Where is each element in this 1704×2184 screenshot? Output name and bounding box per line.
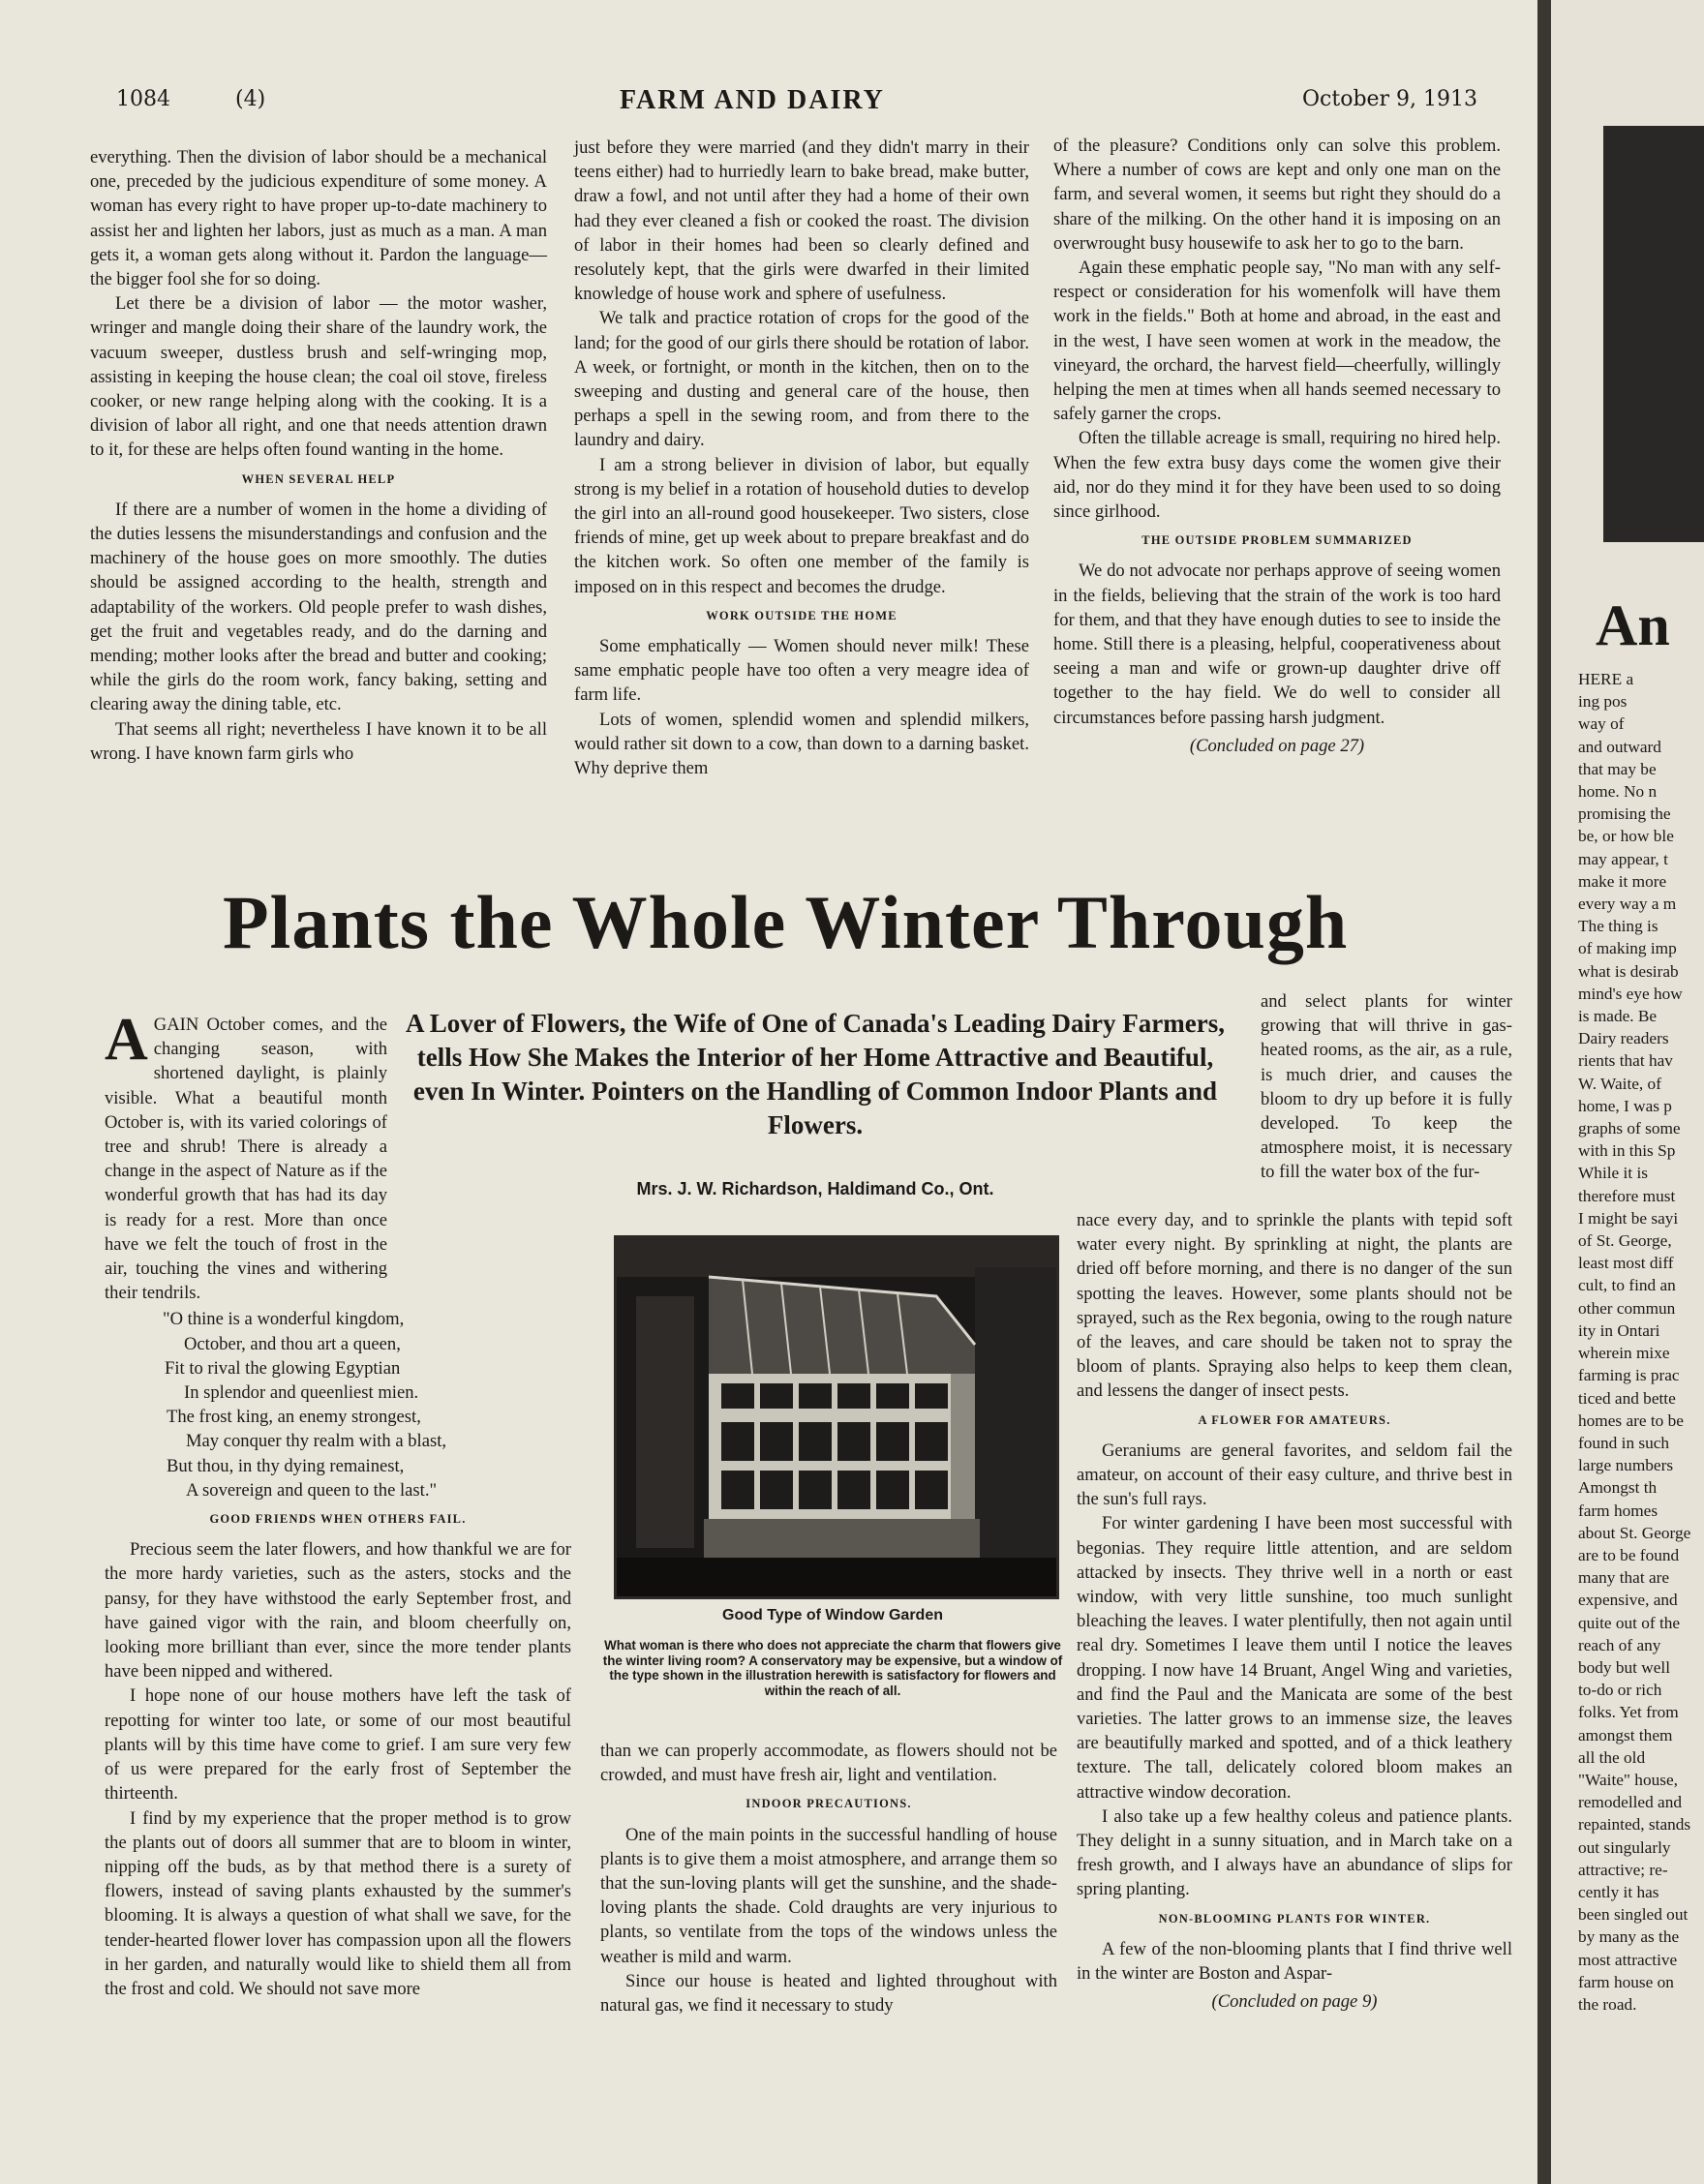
top-article-column-2 — [574, 136, 1029, 780]
window-garden-illustration — [617, 1238, 1056, 1596]
feature-headline: Plants the Whole Winter Through — [223, 880, 1349, 964]
paragraph: Since our house is heated and lighted throughout with natural gas, we find it necessary to study — [600, 1970, 1057, 2017]
adjacent-line: cult, to find an — [1578, 1276, 1676, 1295]
drop-cap: A — [105, 1007, 148, 1073]
paragraph: That seems all right; nevertheless I have known it to be all wrong. I have known farm girls who — [90, 718, 547, 764]
adjacent-line: least most diff — [1578, 1254, 1674, 1273]
adjacent-line: of making imp — [1578, 939, 1677, 958]
adjacent-line: that may be — [1578, 759, 1657, 778]
paragraph: Let there be a division of labor — the motor washer, wringer and mangle doing their share of the laundry work, the vacuum sweeper, dustless brush and self-wringing mop, assisting in keeping the house clean; the coal oil stove, fireless cooker, or new range helping along with the cooking. It is a division of labor all right, and one that needs attention drawn to it, for these are helps often found wanting in the home. — [90, 293, 547, 461]
adjacent-line: homes are to be — [1578, 1410, 1684, 1430]
adjacent-line: farming is prac — [1578, 1366, 1680, 1385]
adjacent-line: farm homes — [1578, 1501, 1658, 1520]
paragraph: A few of the non-blooming plants that I find thrive well in the winter are Boston and Aspar- — [1077, 1938, 1512, 1985]
adjacent-line: Amongst th — [1578, 1478, 1658, 1498]
paragraph: I hope none of our house mothers have left the task of repotting for winter too late, or some of our most beautiful plants will by this time have come to grief. I am sure very few of us were prepared for the early frost of September the thirteenth. — [105, 1685, 571, 1805]
paragraph: For winter gardening I have been most successful with begonias. They require little attention, and are seldom attacked by insects. They thrive well in a north or east window, with very little sunshine, too much sunlight bleaching the leaves. I water plentifully, then not again until real dry. Sometimes I leave them until I notice the leaves dropping. I now have 14 Bruant, Angel Wing and varieties, and find the Paul and the Manicata are some of the best varieties. The latter grows to an immense size, the leaves are beautifully marked and spotted, and of a thick leathery texture. The tall, delicately colored bloom makes an attractive window decoration. — [1077, 1513, 1512, 1803]
top-article-column-3 — [1053, 134, 1501, 758]
feature-column-1 — [105, 1007, 571, 2001]
adjacent-line: attractive; re- — [1578, 1860, 1668, 1879]
issue-date: October 9, 1913 — [1302, 87, 1478, 111]
adjacent-line: with in this Sp — [1578, 1141, 1676, 1161]
adjacent-line: ticed and bette — [1578, 1388, 1676, 1408]
poem-line: Fit to rival the glowing Egyptian — [165, 1357, 401, 1379]
adjacent-line: amongst them — [1578, 1725, 1673, 1744]
paragraph: nace every day, and to sprinkle the plants with tepid soft water every night. By sprinkling at night, the plants are dried off before morning, and there is no danger of the sun spotting the leaves. However, some plants should not be sprayed, such as the Rex begonia, owing to the rough nature of the leaves, and care should be taken not to spray the bloom of plants. Spraying also helps to keep them clean, and lessens the danger of insect pests. — [1077, 1210, 1512, 1402]
paragraph: If there are a number of women in the home a dividing of the duties lessens the misunderstandings and confusion and the machinery of the house goes on more smoothly. The duties should be assigned according to the health, strength and adaptability of the workers. Old people prefer to wash dishes, get the fruit and vegetables ready, and do the darning and mending; mother looks after the bread and butter and cooking; while the girls do the room work, fancy baking, setting and clearing away the dining table, etc. — [90, 499, 547, 715]
lead-paragraph: GAIN October comes, and the changing season, with shortened daylight, is plainly visible. What a beautiful month October is, with its varied colorings of tree and shrub! There is already a change in the aspect of Nature as if the wonderful growth that has had its day is ready for a rest. More than once have we felt the touch of frost in the air, touching the vines and withering their tendrils. — [105, 1015, 387, 1304]
adjacent-line: folks. Yet from — [1578, 1703, 1679, 1722]
adjacent-line: "Waite" house, — [1578, 1770, 1678, 1789]
adjacent-line: be, or how ble — [1578, 827, 1674, 846]
adjacent-line: wherein mixe — [1578, 1344, 1670, 1363]
adjacent-line: way of — [1578, 714, 1625, 734]
paragraph: We talk and practice rotation of crops for the good of the land; for the good of our girls there should be rotation of labor. A week, or fortnight, or month in the kitchen, then on to the sweeping and dusting and general care of the house, then perhaps a spell in the sewing room, and from there to the laundry and dairy. — [574, 308, 1029, 451]
page-gutter — [1537, 0, 1551, 2184]
adjacent-line: promising the — [1578, 804, 1671, 824]
subheading: INDOOR PRECAUTIONS. — [746, 1797, 912, 1811]
adjacent-line: The thing is — [1578, 917, 1658, 936]
poem-line: The frost king, an enemy strongest, — [167, 1407, 421, 1428]
adjacent-line: ity in Ontari — [1578, 1320, 1660, 1340]
adjacent-line: ing pos — [1578, 692, 1628, 712]
adjacent-line: W. Waite, of — [1578, 1074, 1661, 1093]
paragraph: I also take up a few healthy coleus and patience plants. They delight in a sunny situation, and in March take on a fresh growth, and I always have an abundance of slips for spring planting. — [1077, 1805, 1512, 1900]
window-garden-photo — [614, 1235, 1059, 1599]
adjacent-line: home, I was p — [1578, 1096, 1672, 1115]
paragraph: Some emphatically — Women should never milk! These same emphatic people have too often a very meagre idea of farm life. — [574, 636, 1029, 706]
adjacent-line: therefore must — [1578, 1186, 1676, 1205]
adjacent-line: many that are — [1578, 1568, 1670, 1588]
adjacent-line: expensive, and — [1578, 1591, 1678, 1610]
adjacent-line: HERE a — [1578, 670, 1634, 688]
feature-deck: A Lover of Flowers, the Wife of One of Canada's Leading Dairy Farmers, tells How She Makes the Interior of her Home Attractive and Beautiful, even In Winter. Pointers on the Handling of Common Indoor Plants and Flowers. — [406, 1009, 1225, 1139]
paragraph: than we can properly accommodate, as flowers should not be crowded, and must have fresh air, light and ventilation. — [600, 1741, 1057, 1786]
subheading: A FLOWER FOR AMATEURS. — [1198, 1412, 1391, 1427]
adjacent-line: farm house on — [1578, 1972, 1674, 1991]
paragraph: I find by my experience that the proper method is to grow the plants out of doors all summer that are to bloom in winter, nipping off the buds, as by that method there is a surety of flowers, instead of saving plants exhausted by the summer's blooming. It is always a question of what shall we save, for the tender-hearted flower lover has compassion upon all the flowers in her garden, and naturally would like to shield them all from the frost and cold. We should not save more — [105, 1807, 571, 1999]
adjacent-line: most attractive — [1578, 1950, 1678, 1969]
adjacent-line: body but well — [1578, 1657, 1671, 1677]
feature-byline: Mrs. J. W. Richardson, Haldimand Co., Ont. — [636, 1179, 994, 1198]
adjacent-line: other commun — [1578, 1298, 1676, 1318]
continuation-note: (Concluded on page 27) — [1189, 735, 1365, 756]
poem-line: But thou, in thy dying remainest, — [167, 1455, 405, 1476]
adjacent-line: I might be sayi — [1578, 1208, 1679, 1228]
poem-line: In splendor and queenliest mien. — [184, 1382, 419, 1404]
adjacent-line: rients that hav — [1578, 1051, 1673, 1071]
page-number: 1084 — [116, 87, 170, 111]
adjacent-line: cently it has — [1578, 1882, 1659, 1901]
section-number: (4) — [235, 87, 266, 111]
adjacent-line: may appear, t — [1578, 849, 1668, 868]
adjacent-line: home. No n — [1578, 782, 1658, 802]
adjacent-line: make it more — [1578, 871, 1667, 891]
masthead-title: FARM AND DAIRY — [620, 85, 885, 115]
subheading: WORK OUTSIDE THE HOME — [706, 608, 898, 622]
paragraph: of the pleasure? Conditions only can solve this problem. Where a number of cows are kept and only one man on the farm, and several women, it seems but right they should do a share of the milking. On the other hand it is imposing on an overwrought busy housewife to ask her to go to the barn. — [1053, 136, 1501, 254]
feature-column-2 — [600, 1739, 1057, 2017]
paragraph: Precious seem the later flowers, and how thankful we are for the more hardy varieties, such as the asters, stocks and the pansy, for they have withstood the early September frost, and have gained vigor with the rain, and bloom cheerfully on, looking more brilliant than ever, since the more tender plants have been nipped and withered. — [105, 1539, 571, 1683]
paragraph: just before they were married (and they didn't marry in their teens either) had to hurriedly learn to bake bread, make butter, draw a fowl, and not until after they had a home of their own had they ever cleaned a fish or cooked the roast. The division of labor in their homes had been so clearly defined and resolutely kept, that the girls were dwarfed in their limited knowledge of house work and sphere of usefulness. — [574, 137, 1029, 305]
poem — [105, 1307, 571, 1502]
poem-line: "O thine is a wonderful kingdom, — [163, 1309, 405, 1330]
poem-line: October, and thou art a queen, — [184, 1333, 401, 1354]
top-article-column-1 — [90, 145, 547, 766]
adjacent-line: graphs of some — [1578, 1119, 1681, 1138]
adjacent-line: repainted, stands — [1578, 1815, 1691, 1835]
adjacent-line: all the old — [1578, 1747, 1646, 1767]
adjacent-line: out singularly — [1578, 1837, 1671, 1857]
paragraph: Geraniums are general favorites, and seldom fail the amateur, on account of their easy culture, and thrive best in the sun's full rays. — [1077, 1440, 1512, 1510]
adjacent-line: Dairy readers — [1578, 1029, 1669, 1048]
paragraph: We do not advocate nor perhaps approve of seeing women in the fields, believing that the strain of the work is too hard for them, and that they have enough duties to see to inside the home. Still there is a pleasing, helpful, cooperativeness about seeing a man and wife or grown-up daughter drive off together to the hay field. We do well to consider all circumstances before passing harsh judgment. — [1053, 561, 1501, 728]
poem-line: May conquer thy realm with a blast, — [186, 1431, 447, 1452]
paragraph: and select plants for winter growing that will thrive in gas-heated rooms, as the air, as a rule, is much drier, and causes the bloom to dry up before it is fully developed. To keep the atmosphere moist, it is necessary to fill the water box of the fur- — [1261, 991, 1512, 1183]
adjacent-line: to-do or rich — [1578, 1681, 1662, 1700]
paragraph: Lots of women, splendid women and splendid milkers, would rather sit down to a cow, than down to a darning basket. Why deprive them — [574, 709, 1029, 779]
adjacent-line: by many as the — [1578, 1927, 1680, 1947]
adjacent-line: the road. — [1578, 1994, 1637, 2014]
subheading: NON-BLOOMING PLANTS FOR WINTER. — [1158, 1911, 1431, 1926]
adjacent-page-fragment — [1551, 0, 1704, 2184]
continuation-note: (Concluded on page 9) — [1211, 1991, 1378, 2013]
paragraph: everything. Then the division of labor should be a mechanical one, preceded by the judicious expenditure of some money. A woman has every right to have proper up-to-date machinery to assist her and lighten her labors, just as much as a man. A man gets it, a woman gets along without it. Pardon the language—the bigger fool she for so doing. — [90, 147, 547, 290]
adjacent-column — [1578, 668, 1704, 2016]
adjacent-headline: An — [1596, 593, 1670, 657]
feature-column-3 — [1077, 1208, 1512, 2015]
feature-column-3-top — [1261, 989, 1512, 1185]
adjacent-line: While it is — [1578, 1164, 1648, 1183]
adjacent-line: been singled out — [1578, 1905, 1689, 1925]
adjacent-line: about St. George — [1578, 1523, 1691, 1542]
paragraph: One of the main points in the successful handling of house plants is to give them a moist atmosphere, and arrange them so that the sun-loving plants will get the sunshine, and the shade-loving plants the shade. Cold draughts are very injurious to plants, so ventilate from the tops of the windows unless the weather is mild and warm. — [600, 1824, 1057, 1967]
adjacent-line: what is desirab — [1578, 961, 1679, 981]
adjacent-line: remodelled and — [1578, 1793, 1683, 1812]
adjacent-line: found in such — [1578, 1433, 1670, 1452]
poem-line: A sovereign and queen to the last." — [186, 1479, 438, 1501]
paragraph: Again these emphatic people say, "No man with any self-respect or consideration for his womenfolk will have them work in the fields." Both at home and abroad, in the east and in the west, I have seen women at work in the meadow, the vineyard, the orchard, the harvest field—cheerfully, willingly helping the men at times when all hands seemed necessary to safely garner the crops. — [1053, 258, 1501, 425]
adjacent-line: quite out of the — [1578, 1613, 1681, 1632]
adjacent-photo — [1603, 126, 1704, 542]
subheading: WHEN SEVERAL HELP — [241, 471, 396, 486]
adjacent-line: mind's eye how — [1578, 984, 1683, 1003]
paragraph: Often the tillable acreage is small, requiring no hired help. When the few extra busy days come the women give their aid, nor do they mind it for they have been used to so doing since girlhood. — [1053, 428, 1501, 523]
adjacent-line: every way a m — [1578, 895, 1677, 914]
adjacent-line: and outward — [1578, 737, 1661, 756]
paragraph: I am a strong believer in division of labor, but equally strong is my belief in a rotation of household duties to develop the girl into an all-round good housekeeper. Two sisters, close friends of mine, get up week about to prepare breakfast and do the kitchen work. So often one member of the family is imposed on in this respect and becomes the drudge. — [574, 454, 1029, 597]
adjacent-line: is made. Be — [1578, 1007, 1658, 1026]
photo-caption-title: Good Type of Window Garden — [722, 1607, 943, 1623]
subheading: GOOD FRIENDS WHEN OTHERS FAIL. — [209, 1512, 467, 1527]
subheading: THE OUTSIDE PROBLEM SUMMARIZED — [1141, 533, 1413, 548]
photo-caption-body: What woman is there who does not appreciate the charm that flowers give the winter living room? A conservatory may be expensive, but a window of the type shown in the illustration herewith is satisfactory for flowers and within the reach of all. — [602, 1638, 1063, 1698]
adjacent-line: of St. George, — [1578, 1231, 1672, 1251]
adjacent-line: are to be found — [1578, 1545, 1680, 1564]
adjacent-line: large numbers — [1578, 1456, 1674, 1475]
adjacent-line: reach of any — [1578, 1635, 1661, 1654]
